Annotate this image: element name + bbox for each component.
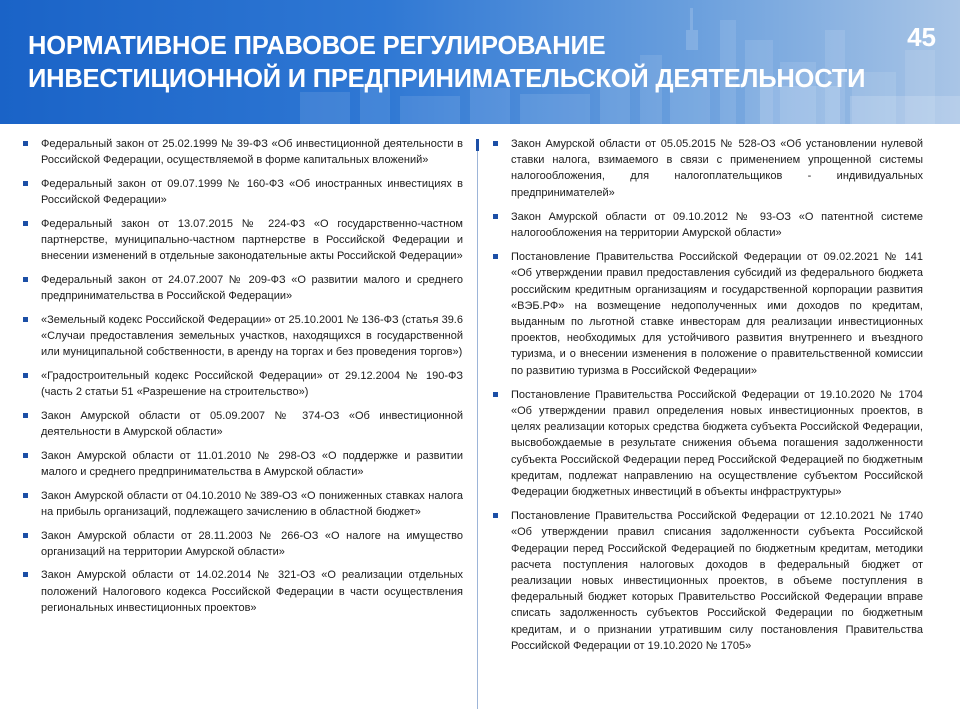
page-title-line-2: ИНВЕСТИЦИОННОЙ И ПРЕДПРИНИМАТЕЛЬСКОЙ ДЕЯТЕЛЬНОСТИ: [28, 65, 866, 93]
right-law-list: [493, 136, 923, 662]
page-number: 45: [907, 22, 936, 52]
list-item-text: Закон Амурской области от 09.10.2012 № 93-ОЗ «О патентной системе налогообложения на территории Амурской области»: [511, 210, 923, 240]
square-bullet-icon: [23, 373, 28, 378]
column-divider: [477, 139, 478, 709]
list-item: [23, 448, 463, 480]
square-bullet-icon: [23, 277, 28, 282]
list-item-text: Федеральный закон от 13.07.2015 № 224-ФЗ «О государственно-частном партнерстве, муниципально-частном партнерстве в Российской Федерации и внесении изменений в отдельные законодательные акты Российской Федерации»: [41, 217, 463, 263]
left-law-list: [23, 136, 463, 624]
column-divider-accent: [476, 139, 479, 151]
square-bullet-icon: [23, 453, 28, 458]
page-title: [28, 30, 865, 96]
list-item-text: Закон Амурской области от 05.09.2007 № 374-ОЗ «Об инвестиционной деятельности в Амурской области»: [41, 409, 463, 439]
header-banner: [0, 0, 960, 124]
square-bullet-icon: [23, 493, 28, 498]
square-bullet-icon: [493, 392, 498, 397]
list-item: [23, 368, 463, 400]
square-bullet-icon: [493, 513, 498, 518]
list-item-text: Закон Амурской области от 11.01.2010 № 298-ОЗ «О поддержке и развитии малого и среднего предпринимательства в Амурской области»: [41, 449, 463, 478]
list-item: [23, 567, 463, 616]
square-bullet-icon: [493, 254, 498, 259]
square-bullet-icon: [493, 141, 498, 146]
square-bullet-icon: [23, 141, 28, 146]
list-item-text: Федеральный закон от 25.02.1999 № 39-ФЗ «Об инвестиционной деятельности в Российской Федерации, осуществляемой в форме капитальных вложений»: [41, 138, 463, 167]
list-item: [493, 387, 923, 500]
list-item: [493, 209, 923, 241]
list-item-text: Закон Амурской области от 14.02.2014 № 321-ОЗ «О реализации отдельных положений Налогового кодекса Российской Федерации в части осуществления региональных инвестиционных проектов»: [41, 569, 463, 614]
square-bullet-icon: [23, 317, 28, 322]
square-bullet-icon: [493, 214, 498, 219]
list-item: [23, 216, 463, 265]
list-item-text: Закон Амурской области от 04.10.2010 № 389-ОЗ «О пониженных ставках налога на прибыль организаций, подлежащего зачислению в областной бюджет»: [41, 489, 463, 518]
page-title-line-1: НОРМАТИВНОЕ ПРАВОВОЕ РЕГУЛИРОВАНИЕ: [28, 32, 606, 60]
list-item-text: Федеральный закон от 24.07.2007 № 209-ФЗ «О развитии малого и среднего предпринимательства в Российской Федерации»: [41, 273, 463, 303]
square-bullet-icon: [23, 572, 28, 577]
list-item-text: Закон Амурской области от 28.11.2003 № 266-ОЗ «О налоге на имущество организаций на территории Амурской области»: [41, 529, 463, 558]
square-bullet-icon: [23, 181, 28, 186]
list-item-text: Постановление Правительства Российской Федерации от 12.10.2021 № 1740 «Об утверждении правил списания задолженности субъекта Российской Федерации перед Российской Федерацией по бюджетным кредитам, методики расчета поступления налоговых доходов в федеральный бюджет от реализации новых инвестиционных проектов, в объеме поступления в федеральный бюджет которых Правительство Российской Федерации вправе списать задолженность субъектов Российской Федерации по бюджетным кредитам, и о признании утратившим силу постановления Правительства Российской Федерации от 19.10.2020 № 1705»: [511, 510, 923, 652]
list-item-text: «Земельный кодекс Российской Федерации» от 25.10.2001 № 136-ФЗ (статья 39.6 «Случаи предоставления земельных участков, находящихся в государственной или муниципальной собственности, в аренду на торгах и без проведения торгов»): [41, 313, 463, 359]
list-item: [23, 528, 463, 560]
list-item: [23, 272, 463, 304]
list-item: [23, 312, 463, 361]
list-item: [23, 408, 463, 440]
list-item: [23, 488, 463, 520]
list-item-text: Федеральный закон от 09.07.1999 № 160-ФЗ «Об иностранных инвестициях в Российской Федерации»: [41, 177, 463, 207]
square-bullet-icon: [23, 533, 28, 538]
list-item-text: Постановление Правительства Российской Федерации от 19.10.2020 № 1704 «Об утверждении правил определения новых инвестиционных проектов, в целях реализации которых средства бюджета субъекта Российской Федерации, высвобождаемые в результате снижения объема погашения задолженности субъекта Российской Федерации перед Российской Федерацией по бюджетным кредитам, подлежат направлению на осуществление субъектом Российской Федерации бюджетных инвестиций в объекты инфраструктуры»: [511, 388, 923, 499]
list-item-text: Закон Амурской области от 05.05.2015 № 528-ОЗ «Об установлении нулевой ставки налога, взимаемого в связи с применением упрощенной системы налогообложения, для налогоплательщиков - индивидуальных предпринимателей»: [511, 138, 923, 199]
list-item: [493, 136, 923, 201]
list-item: [493, 508, 923, 654]
list-item-text: Постановление Правительства Российской Федерации от 09.02.2021 № 141 «Об утверждении правил предоставления субсидий из федерального бюджета российским кредитным организациям и государственной корпорации развития «ВЭБ.РФ» на возмещение недополученных ими доходов по кредитам, выданным по льготной ставке инвесторам для реализации инвестиционных проектов, необходимых для устойчивого развития внутреннего и въездного туризма, и о внесении изменения в положение о правительственной комиссии по развитию туризма в Российской Федерации»: [511, 251, 923, 377]
square-bullet-icon: [23, 413, 28, 418]
list-item: [23, 176, 463, 208]
list-item-text: «Градостроительный кодекс Российской Федерации» от 29.12.2004 № 190-ФЗ (часть 2 статьи 51 «Разрешение на строительство»): [41, 369, 463, 399]
square-bullet-icon: [23, 221, 28, 226]
list-item: [23, 136, 463, 168]
list-item: [493, 249, 923, 379]
